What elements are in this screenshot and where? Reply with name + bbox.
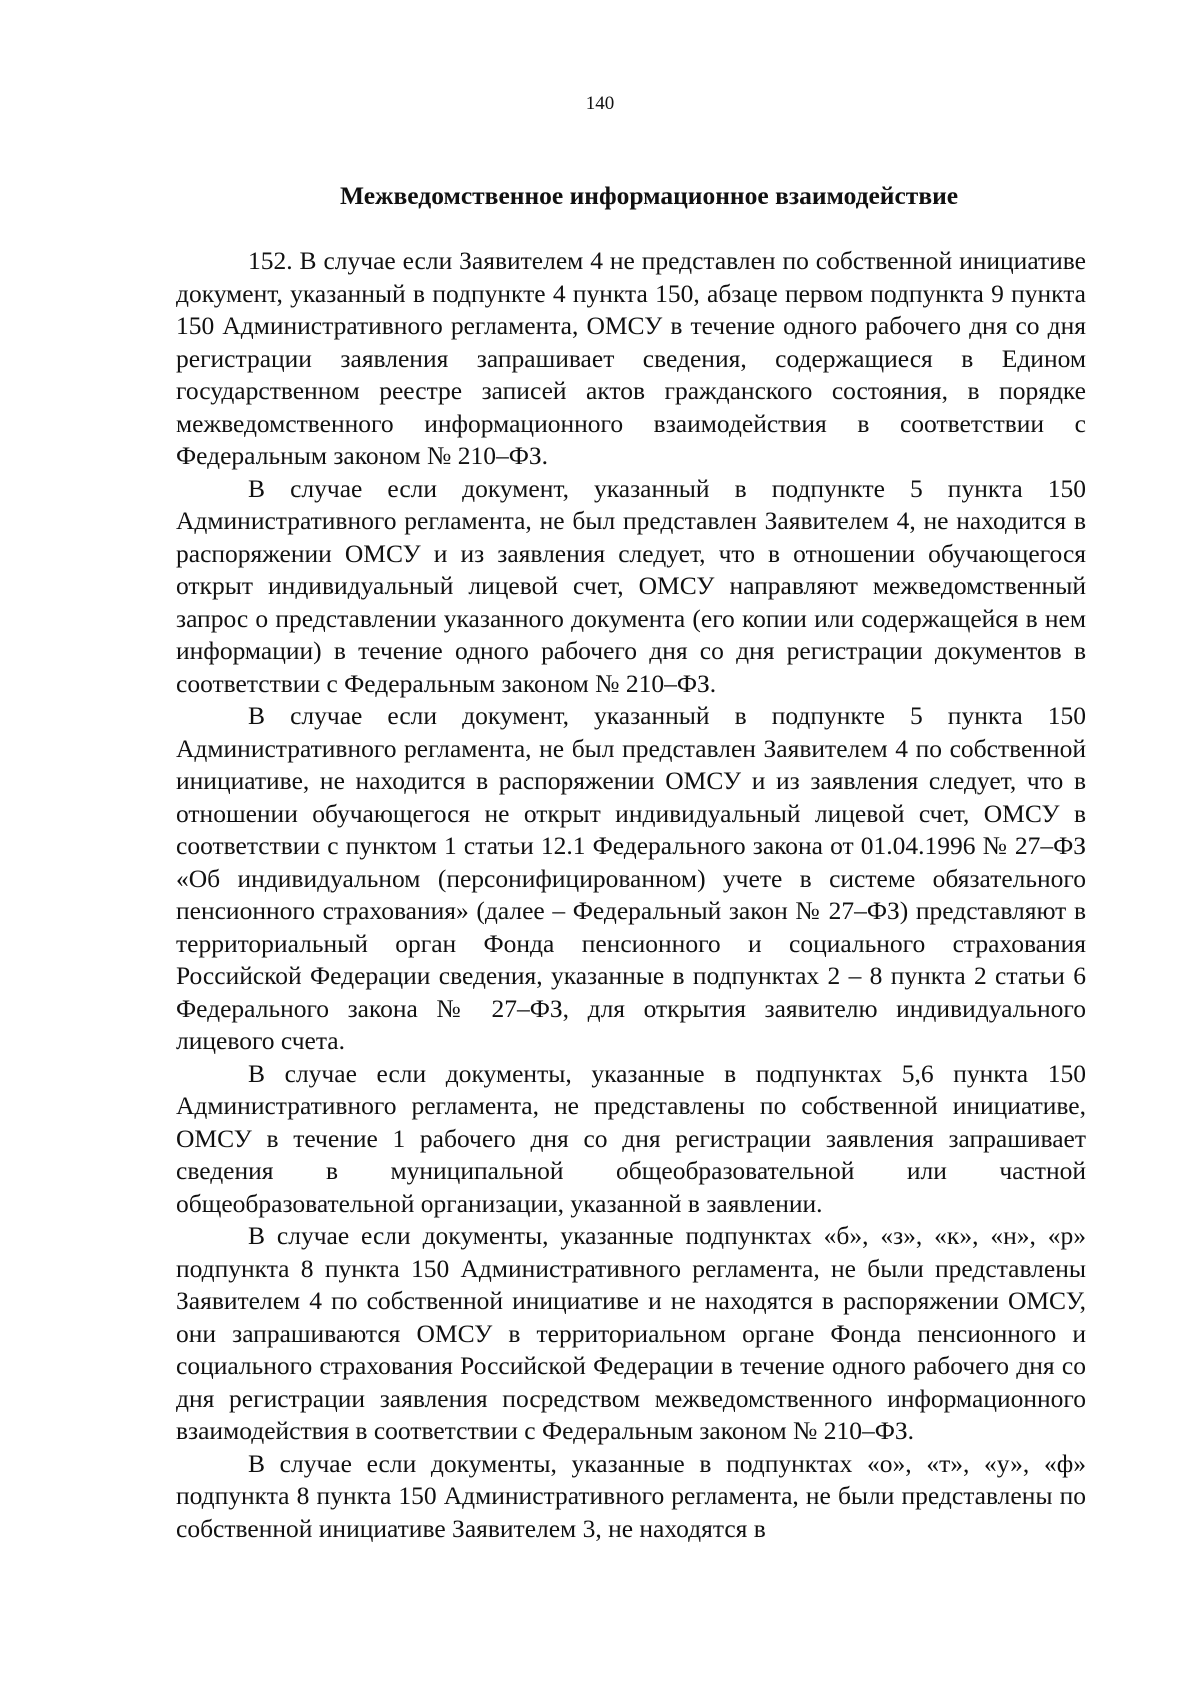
paragraph-docs-5-6: В случае если документы, указанные в подпунктах 5,6 пункта 150 Административного регламента, не представлены по собственной инициативе, ОМСУ в течение 1 рабочего дня со дня регистрации заявления запрашивает сведения в муниципальной общеобразовательной или частной общеобразовательной организации, указанной в заявлении.: [176, 1058, 1086, 1218]
paragraph-indiv-account-not-open: В случае если документ, указанный в подпункте 5 пункта 150 Административного регламента, не был представлен Заявителем 4 по собственной инициативе, не находится в распоряжении ОМСУ и из заявления следует, что в отношении обучающегося не открыт индивидуальный лицевой счет, ОМСУ в соответствии с пунктом 1 статьи 12.1 Федерального закона от 01.04.1996 № 27–ФЗ «Об индивидуальном (персонифицированном) учете в системе обязательного пенсионного страхования» (далее – Федеральный закон № 27–ФЗ) представляют в территориальный орган Фонда пенсионного и социального страхования Российской Федерации сведения, указанные в подпунктах 2 – 8 пункта 2 статьи 6 Федерального закона № 27–ФЗ, для открытия заявителю индивидуального лицевого счета.: [176, 701, 1086, 1055]
page-number: 140: [585, 93, 615, 114]
paragraph-152: 152. В случае если Заявителем 4 не представлен по собственной инициативе документ, указанный в подпункте 4 пункта 150, абзаце первом подпункта 9 пункта 150 Административного регламента, ОМСУ в течение одного рабочего дня со дня регистрации заявления запрашивает сведения, содержащиеся в Едином государственном реестре записей актов гражданского состояния, в порядке межведомственного информационного взаимодействия в соответствии с Федеральным законом № 210–ФЗ.: [176, 246, 1086, 470]
paragraph-docs-subitems-o-t-u-f: В случае если документы, указанные в подпунктах «о», «т», «у», «ф» подпункта 8 пункта 150 Административного регламента, не были представлены по собственной инициативе Заявителем 3, не находятся в: [176, 1448, 1086, 1543]
section-title: Межведомственное информационное взаимодействие: [340, 181, 959, 210]
paragraph-indiv-account-open: В случае если документ, указанный в подпункте 5 пункта 150 Административного регламента, не был представлен Заявителем 4, не находится в распоряжении ОМСУ и из заявления следует, что в отношении обучающегося открыт индивидуальный лицевой счет, ОМСУ направляют межведомственный запрос о представлении указанного документа (его копии или содержащейся в нем информации) в течение одного рабочего дня со дня регистрации документов в соответствии с Федеральным законом № 210–ФЗ.: [176, 473, 1086, 698]
body-text: [176, 245, 1086, 1545]
paragraph-docs-subitems-b-z-k-n-r: В случае если документы, указанные подпунктах «б», «з», «к», «н», «р» подпункта 8 пункта 150 Административного регламента, не были представлены Заявителем 4 по собственной инициативе и не находятся в распоряжении ОМСУ, они запрашиваются ОМСУ в территориальном органе Фонда пенсионного и социального страхования Российской Федерации в течение одного рабочего дня со дня регистрации заявления посредством межведомственного информационного взаимодействия в соответствии с Федеральным законом № 210–ФЗ.: [176, 1221, 1086, 1445]
